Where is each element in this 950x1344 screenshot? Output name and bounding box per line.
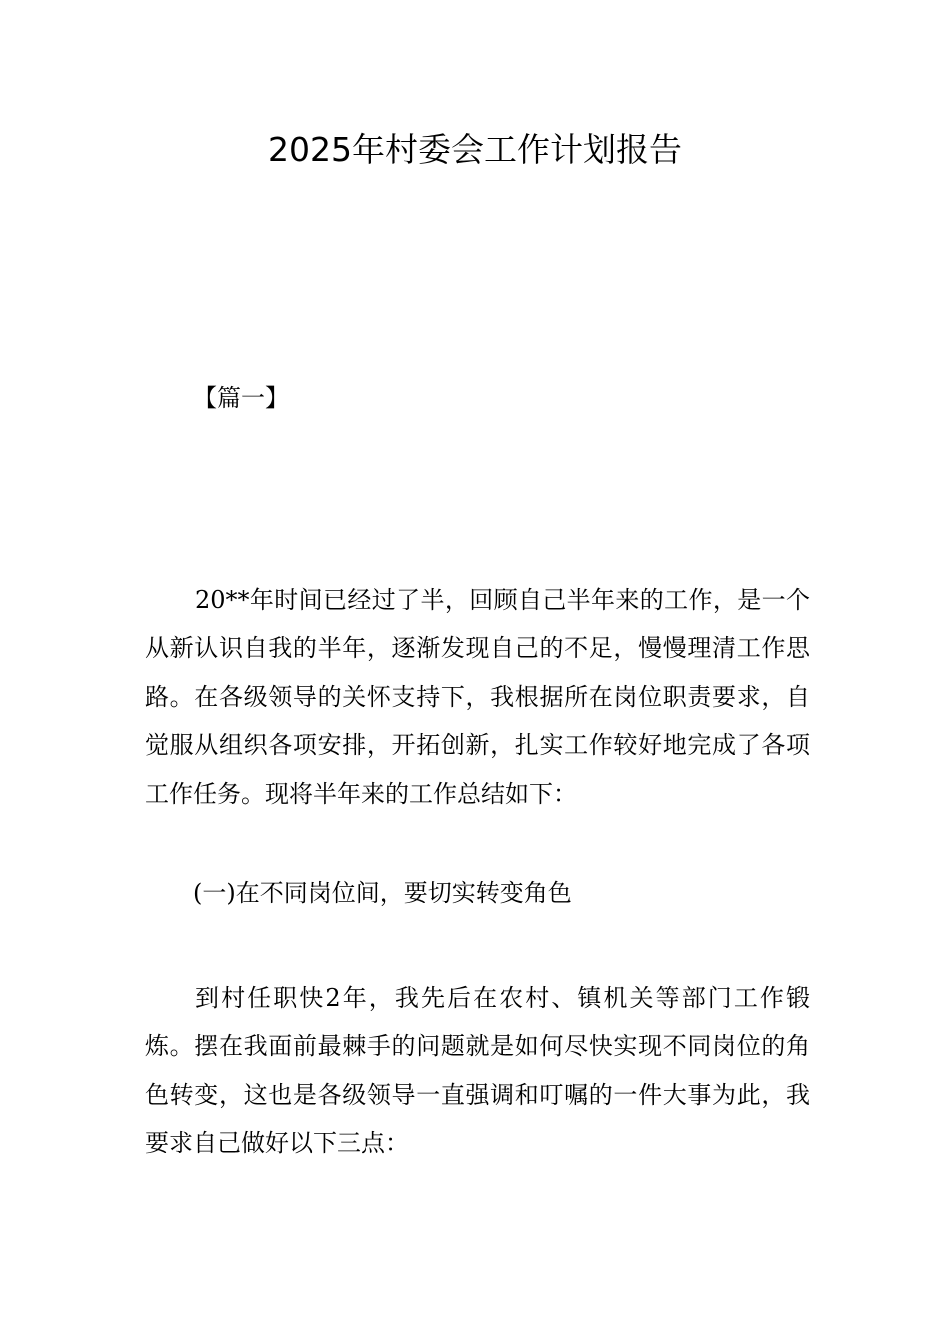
paragraph-role-change: 到村任职快2年，我先后在农村、镇机关等部门工作锻炼。摆在我面前最棘手的问题就是如何尽快实现不同岗位的角色转变，这也是各级领导一直强调和叮嘱的一件大事为此，我要求自己做好以下三点： (145, 984, 810, 1158)
paragraph-intro: 20**年时间已经过了半，回顾自己半年来的工作，是一个从新认识自我的半年，逐渐发现自己的不足，慢慢理清工作思路。在各级领导的关怀支持下，我根据所在岗位职责要求，自觉服从组织各项安排，开拓创新，扎实工作较好地完成了各项工作任务。现将半年来的工作总结如下： (145, 586, 810, 808)
section-label: 【篇一】 (193, 384, 289, 412)
document-title: 2025年村委会工作计划报告 (268, 130, 682, 169)
sub-heading-role-change: (一)在不同岗位间，要切实转变角色 (193, 879, 572, 907)
